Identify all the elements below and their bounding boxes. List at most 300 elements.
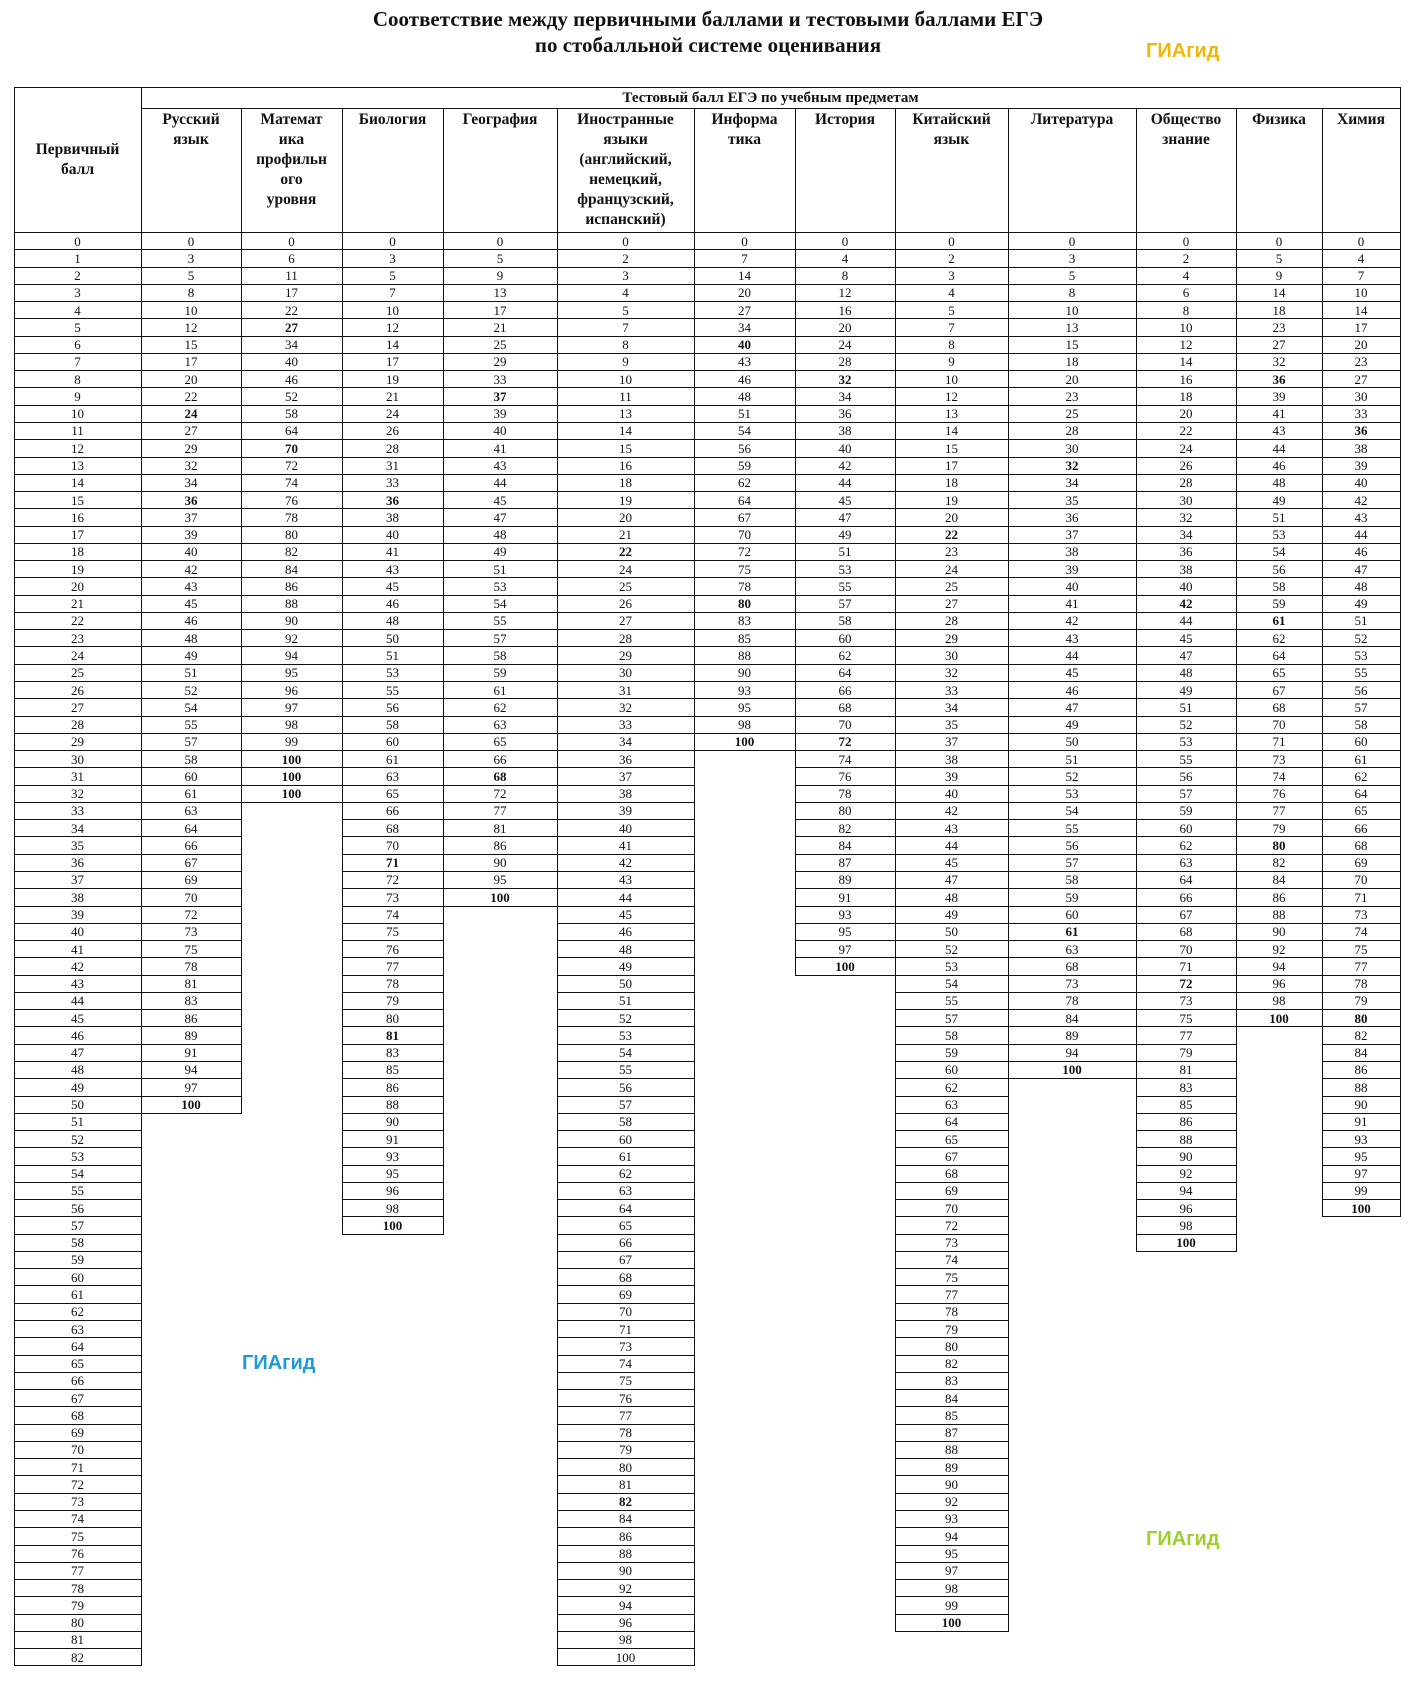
test-score-cell: 88 bbox=[945, 1442, 958, 1458]
primary-score-cell: 78 bbox=[71, 1580, 84, 1596]
test-score-cell: 75 bbox=[945, 1269, 958, 1285]
test-score-cell: 47 bbox=[945, 872, 958, 888]
test-score-cell: 90 bbox=[945, 1476, 958, 1492]
test-score-cell: 72 bbox=[738, 544, 751, 560]
test-score-cell: 46 bbox=[619, 924, 632, 940]
test-score-cell: 50 bbox=[1065, 734, 1079, 750]
test-score-cell: 24 bbox=[838, 337, 852, 353]
test-score-cell: 40 bbox=[738, 337, 751, 353]
test-score-cell: 85 bbox=[386, 1062, 399, 1078]
test-score-cell: 98 bbox=[386, 1200, 399, 1216]
test-score-cell: 8 bbox=[1182, 302, 1190, 318]
test-score-cell: 88 bbox=[738, 647, 751, 663]
test-score-cell: 20 bbox=[1179, 406, 1193, 422]
test-score-cell: 45 bbox=[1065, 665, 1079, 681]
test-score-cell: 68 bbox=[1179, 924, 1193, 940]
test-score-cell: 66 bbox=[386, 803, 399, 819]
subject-header: Математ ика профильн ого уровня bbox=[256, 111, 327, 208]
test-score-cell: 86 bbox=[1179, 1114, 1193, 1130]
group-header-border bbox=[141, 108, 1401, 109]
test-score-cell: 71 bbox=[1354, 889, 1368, 905]
test-score-cell: 36 bbox=[838, 406, 852, 422]
test-score-cell: 30 bbox=[945, 647, 958, 663]
test-score-cell: 48 bbox=[1272, 475, 1286, 491]
test-score-cell: 90 bbox=[493, 855, 507, 871]
test-score-cell: 95 bbox=[386, 1166, 399, 1182]
test-score-cell: 29 bbox=[184, 440, 198, 456]
primary-score-cell: 33 bbox=[71, 803, 84, 819]
primary-score-cell: 34 bbox=[71, 820, 84, 836]
row-border bbox=[1008, 1078, 1137, 1079]
test-score-cell: 48 bbox=[619, 941, 632, 957]
test-score-cell: 77 bbox=[619, 1407, 632, 1423]
test-score-cell: 58 bbox=[285, 406, 298, 422]
primary-score-cell: 75 bbox=[71, 1528, 84, 1544]
test-score-cell: 65 bbox=[493, 734, 507, 750]
test-score-cell: 47 bbox=[838, 509, 852, 525]
test-score-cell: 78 bbox=[386, 976, 399, 992]
test-score-cell: 34 bbox=[1179, 527, 1193, 543]
test-score-cell: 39 bbox=[1065, 561, 1079, 577]
test-score-cell: 58 bbox=[386, 717, 399, 733]
test-score-cell: 49 bbox=[1179, 682, 1193, 698]
test-score-cell: 40 bbox=[493, 423, 507, 439]
test-score-cell: 61 bbox=[1065, 924, 1079, 940]
test-score-cell: 100 bbox=[1269, 1010, 1289, 1026]
primary-score-cell: 17 bbox=[71, 527, 84, 543]
test-score-cell: 7 bbox=[622, 319, 629, 335]
test-score-cell: 67 bbox=[1179, 907, 1193, 923]
test-score-cell: 49 bbox=[838, 527, 852, 543]
test-score-cell: 98 bbox=[1179, 1217, 1193, 1233]
test-score-cell: 83 bbox=[386, 1045, 399, 1061]
test-score-cell: 53 bbox=[386, 665, 399, 681]
test-score-cell: 75 bbox=[738, 561, 751, 577]
test-score-cell: 8 bbox=[187, 285, 195, 301]
test-score-cell: 26 bbox=[386, 423, 399, 439]
test-score-cell: 33 bbox=[1354, 406, 1368, 422]
test-score-cell: 47 bbox=[493, 509, 507, 525]
test-score-cell: 89 bbox=[945, 1459, 958, 1475]
test-score-cell: 79 bbox=[945, 1321, 958, 1337]
test-score-cell: 24 bbox=[184, 406, 198, 422]
table-top-border bbox=[14, 87, 1401, 88]
test-score-cell: 26 bbox=[1179, 458, 1193, 473]
test-score-cell: 41 bbox=[493, 440, 507, 456]
test-score-cell: 52 bbox=[945, 941, 958, 957]
test-score-cell: 36 bbox=[1065, 509, 1079, 525]
test-score-cell: 4 bbox=[1182, 268, 1190, 284]
test-score-cell: 94 bbox=[945, 1528, 958, 1544]
test-score-cell: 18 bbox=[619, 475, 632, 491]
test-score-cell: 36 bbox=[1354, 423, 1368, 439]
primary-score-cell: 15 bbox=[71, 492, 84, 508]
test-score-cell: 27 bbox=[738, 302, 751, 318]
test-score-cell: 63 bbox=[386, 768, 399, 784]
test-score-cell: 58 bbox=[945, 1027, 958, 1043]
test-score-cell: 80 bbox=[838, 803, 852, 819]
test-score-cell: 44 bbox=[1179, 613, 1193, 629]
test-score-cell: 10 bbox=[945, 371, 958, 387]
row-border bbox=[443, 906, 558, 907]
test-score-cell: 64 bbox=[1179, 872, 1193, 888]
row-border bbox=[1322, 1216, 1401, 1217]
test-score-cell: 64 bbox=[1272, 647, 1286, 663]
test-score-cell: 77 bbox=[945, 1286, 958, 1302]
test-score-cell: 32 bbox=[945, 665, 958, 681]
test-score-cell: 78 bbox=[1065, 993, 1079, 1009]
test-score-cell: 60 bbox=[184, 768, 198, 784]
test-score-cell: 39 bbox=[1354, 458, 1368, 473]
test-score-cell: 41 bbox=[619, 837, 632, 853]
test-score-cell: 28 bbox=[945, 613, 958, 629]
test-score-cell: 69 bbox=[945, 1183, 958, 1199]
header-right-border bbox=[1400, 87, 1401, 233]
test-score-cell: 70 bbox=[1179, 941, 1193, 957]
test-score-cell: 3 bbox=[389, 250, 396, 266]
test-score-cell: 53 bbox=[619, 1027, 632, 1043]
test-score-cell: 13 bbox=[493, 285, 507, 301]
test-score-cell: 86 bbox=[1354, 1062, 1368, 1078]
test-score-cell: 38 bbox=[1179, 561, 1193, 577]
primary-score-cell: 80 bbox=[71, 1615, 84, 1631]
test-score-cell: 80 bbox=[738, 596, 751, 612]
test-score-cell: 57 bbox=[945, 1010, 958, 1026]
primary-score-cell: 63 bbox=[71, 1321, 84, 1337]
test-score-cell: 99 bbox=[945, 1597, 958, 1613]
test-score-cell: 53 bbox=[945, 958, 958, 974]
test-score-cell: 0 bbox=[741, 233, 748, 249]
test-score-cell: 4 bbox=[948, 285, 955, 301]
test-score-cell: 56 bbox=[619, 1079, 632, 1095]
test-score-cell: 75 bbox=[184, 941, 198, 957]
test-score-cell: 12 bbox=[838, 285, 852, 301]
test-score-cell: 24 bbox=[945, 561, 958, 577]
test-score-cell: 24 bbox=[619, 561, 632, 577]
test-score-cell: 63 bbox=[619, 1183, 632, 1199]
test-score-cell: 58 bbox=[1272, 578, 1286, 594]
test-score-cell: 9 bbox=[1275, 268, 1283, 284]
test-score-cell: 74 bbox=[386, 907, 399, 923]
test-score-cell: 74 bbox=[945, 1252, 958, 1268]
test-score-cell: 70 bbox=[738, 527, 751, 543]
test-score-cell: 88 bbox=[1179, 1131, 1193, 1147]
test-score-cell: 2 bbox=[622, 250, 629, 266]
test-score-cell: 64 bbox=[738, 492, 751, 508]
test-score-cell: 28 bbox=[386, 440, 399, 456]
test-score-cell: 0 bbox=[1357, 233, 1365, 249]
test-score-cell: 66 bbox=[493, 751, 507, 767]
test-score-cell: 32 bbox=[1065, 458, 1079, 473]
test-score-cell: 56 bbox=[1179, 768, 1193, 784]
test-score-cell: 43 bbox=[945, 820, 958, 836]
test-score-cell: 68 bbox=[1354, 837, 1368, 853]
test-score-cell: 18 bbox=[1065, 354, 1079, 370]
test-score-cell: 34 bbox=[285, 337, 298, 353]
test-score-cell: 77 bbox=[1354, 958, 1368, 974]
primary-score-cell: 81 bbox=[71, 1632, 84, 1648]
test-score-cell: 61 bbox=[386, 751, 399, 767]
test-score-cell: 58 bbox=[619, 1114, 632, 1130]
test-score-cell: 62 bbox=[619, 1166, 632, 1182]
primary-score-cell: 43 bbox=[71, 976, 84, 992]
test-score-cell: 43 bbox=[1272, 423, 1286, 439]
primary-score-cell: 58 bbox=[71, 1235, 84, 1251]
test-score-cell: 37 bbox=[493, 388, 507, 404]
watermark-middle: ГИАгид bbox=[242, 1352, 316, 1374]
test-score-cell: 58 bbox=[1065, 872, 1079, 888]
test-score-cell: 84 bbox=[285, 561, 298, 577]
test-score-cell: 22 bbox=[285, 302, 298, 318]
test-score-cell: 72 bbox=[838, 734, 852, 750]
row-border bbox=[694, 750, 796, 751]
test-score-cell: 10 bbox=[1179, 319, 1193, 335]
test-score-cell: 32 bbox=[619, 699, 632, 715]
test-score-cell: 40 bbox=[1354, 475, 1368, 491]
test-score-cell: 65 bbox=[386, 786, 399, 802]
primary-score-cell: 64 bbox=[71, 1338, 84, 1354]
primary-score-cell: 6 bbox=[74, 337, 81, 353]
primary-score-cell: 66 bbox=[71, 1373, 84, 1389]
test-score-cell: 3 bbox=[187, 250, 195, 266]
header-primary-score: Первичный балл bbox=[35, 141, 120, 178]
test-score-cell: 100 bbox=[1176, 1235, 1196, 1251]
test-score-cell: 68 bbox=[1065, 958, 1079, 974]
test-score-cell: 97 bbox=[1354, 1166, 1368, 1182]
test-score-cell: 100 bbox=[281, 751, 302, 767]
test-score-cell: 51 bbox=[1272, 509, 1286, 525]
test-score-cell: 62 bbox=[1179, 837, 1193, 853]
test-score-cell: 96 bbox=[386, 1183, 399, 1199]
test-score-cell: 9 bbox=[948, 354, 955, 370]
test-score-cell: 60 bbox=[386, 734, 399, 750]
test-score-cell: 22 bbox=[1179, 423, 1193, 439]
title-line-2: по стобалльной системе оценивания bbox=[534, 33, 882, 57]
test-score-cell: 54 bbox=[184, 699, 198, 715]
test-score-cell: 79 bbox=[619, 1442, 632, 1458]
test-score-cell: 95 bbox=[838, 924, 852, 940]
primary-score-cell: 4 bbox=[74, 302, 81, 318]
test-score-cell: 81 bbox=[619, 1476, 632, 1492]
test-score-cell: 59 bbox=[493, 665, 507, 681]
test-score-cell: 51 bbox=[1065, 751, 1079, 767]
test-score-cell: 59 bbox=[945, 1045, 958, 1061]
test-score-cell: 25 bbox=[1065, 406, 1079, 422]
test-score-cell: 38 bbox=[619, 786, 632, 802]
test-score-cell: 11 bbox=[619, 388, 632, 404]
test-score-cell: 90 bbox=[285, 613, 298, 629]
test-score-cell: 59 bbox=[738, 458, 751, 473]
test-score-cell: 27 bbox=[1354, 371, 1368, 387]
test-score-cell: 55 bbox=[386, 682, 399, 698]
test-score-cell: 66 bbox=[838, 682, 852, 698]
test-score-cell: 70 bbox=[386, 837, 399, 853]
test-score-cell: 87 bbox=[838, 855, 852, 871]
subject-header: Биология bbox=[358, 111, 427, 128]
test-score-cell: 60 bbox=[945, 1062, 958, 1078]
test-score-cell: 0 bbox=[389, 233, 396, 249]
test-score-cell: 41 bbox=[1065, 596, 1079, 612]
primary-score-cell: 25 bbox=[71, 665, 84, 681]
test-score-cell: 17 bbox=[945, 458, 958, 473]
primary-score-cell: 82 bbox=[71, 1649, 84, 1665]
test-score-cell: 35 bbox=[1065, 492, 1079, 508]
test-score-cell: 76 bbox=[285, 492, 298, 508]
test-score-cell: 25 bbox=[493, 337, 507, 353]
test-score-cell: 52 bbox=[619, 1010, 632, 1026]
test-score-cell: 50 bbox=[619, 976, 632, 992]
test-score-cell: 84 bbox=[945, 1390, 958, 1406]
test-score-cell: 78 bbox=[945, 1304, 958, 1320]
test-score-cell: 95 bbox=[285, 665, 298, 681]
subject-header: Иностранные языки (английский, немецкий, французский, испанский) bbox=[577, 111, 674, 228]
test-score-cell: 71 bbox=[619, 1321, 632, 1337]
test-score-cell: 23 bbox=[1065, 388, 1079, 404]
test-score-cell: 45 bbox=[184, 596, 198, 612]
test-score-cell: 46 bbox=[386, 596, 399, 612]
primary-score-cell: 71 bbox=[71, 1459, 84, 1475]
test-score-cell: 92 bbox=[1179, 1166, 1193, 1182]
test-score-cell: 65 bbox=[619, 1217, 632, 1233]
test-score-cell: 82 bbox=[838, 820, 852, 836]
test-score-cell: 46 bbox=[285, 371, 298, 387]
test-score-cell: 54 bbox=[619, 1045, 632, 1061]
test-score-cell: 37 bbox=[945, 734, 958, 750]
test-score-cell: 93 bbox=[945, 1511, 958, 1527]
test-score-cell: 33 bbox=[619, 717, 632, 733]
test-score-cell: 55 bbox=[184, 717, 198, 733]
test-score-cell: 78 bbox=[285, 509, 298, 525]
primary-score-cell: 59 bbox=[71, 1252, 84, 1268]
test-score-cell: 95 bbox=[945, 1546, 958, 1562]
test-score-cell: 34 bbox=[945, 699, 958, 715]
test-score-cell: 100 bbox=[615, 1649, 636, 1665]
test-score-cell: 12 bbox=[1179, 337, 1193, 353]
test-score-cell: 93 bbox=[838, 907, 852, 923]
test-score-cell: 51 bbox=[838, 544, 852, 560]
test-score-cell: 53 bbox=[1179, 734, 1193, 750]
test-score-cell: 78 bbox=[184, 958, 198, 974]
test-score-cell: 49 bbox=[184, 647, 198, 663]
test-score-cell: 39 bbox=[493, 406, 507, 422]
test-score-cell: 92 bbox=[619, 1580, 632, 1596]
test-score-cell: 39 bbox=[184, 527, 198, 543]
primary-score-cell: 51 bbox=[71, 1114, 84, 1130]
test-score-cell: 38 bbox=[386, 509, 399, 525]
test-score-cell: 84 bbox=[1354, 1045, 1368, 1061]
test-score-cell: 80 bbox=[1272, 837, 1286, 853]
test-score-cell: 67 bbox=[738, 509, 751, 525]
primary-score-cell: 69 bbox=[71, 1425, 84, 1441]
test-score-cell: 59 bbox=[1065, 889, 1079, 905]
test-score-cell: 61 bbox=[493, 682, 507, 698]
test-score-cell: 18 bbox=[945, 475, 958, 491]
test-score-cell: 8 bbox=[1068, 285, 1076, 301]
primary-score-cell: 2 bbox=[74, 268, 81, 284]
test-score-cell: 33 bbox=[945, 682, 958, 698]
test-score-cell: 59 bbox=[1272, 596, 1286, 612]
test-score-cell: 32 bbox=[1179, 509, 1193, 525]
test-score-cell: 42 bbox=[1354, 492, 1368, 508]
test-score-cell: 23 bbox=[1272, 319, 1286, 335]
test-score-cell: 32 bbox=[838, 371, 852, 387]
test-score-cell: 88 bbox=[386, 1097, 399, 1112]
test-score-cell: 47 bbox=[1179, 647, 1193, 663]
primary-score-cell: 41 bbox=[71, 941, 84, 957]
test-score-cell: 83 bbox=[1179, 1079, 1193, 1095]
test-score-cell: 69 bbox=[184, 872, 198, 888]
row-border bbox=[795, 975, 896, 976]
test-score-cell: 72 bbox=[493, 786, 507, 802]
test-score-cell: 51 bbox=[738, 406, 751, 422]
test-score-cell: 61 bbox=[1354, 751, 1368, 767]
test-score-cell: 57 bbox=[1065, 855, 1079, 871]
test-score-cell: 93 bbox=[1354, 1131, 1368, 1147]
test-score-cell: 20 bbox=[945, 509, 958, 525]
test-score-cell: 42 bbox=[945, 803, 958, 819]
test-score-cell: 55 bbox=[838, 578, 852, 594]
test-score-cell: 2 bbox=[1182, 250, 1190, 266]
test-score-cell: 5 bbox=[496, 250, 504, 266]
test-score-cell: 68 bbox=[619, 1269, 632, 1285]
test-score-cell: 53 bbox=[1272, 527, 1286, 543]
test-score-cell: 64 bbox=[619, 1200, 632, 1216]
test-score-cell: 86 bbox=[619, 1528, 632, 1544]
test-score-cell: 17 bbox=[1354, 319, 1368, 335]
test-score-cell: 63 bbox=[184, 803, 198, 819]
test-score-cell: 33 bbox=[493, 371, 507, 387]
test-score-cell: 82 bbox=[619, 1494, 632, 1510]
test-score-cell: 7 bbox=[389, 285, 396, 301]
test-score-cell: 15 bbox=[945, 440, 958, 456]
test-score-cell: 37 bbox=[619, 768, 632, 784]
test-score-cell: 74 bbox=[1354, 924, 1368, 940]
test-score-cell: 50 bbox=[386, 630, 399, 646]
test-score-cell: 57 bbox=[619, 1097, 632, 1112]
test-score-cell: 53 bbox=[1354, 647, 1368, 663]
test-score-cell: 74 bbox=[619, 1356, 632, 1372]
test-score-cell: 38 bbox=[1065, 544, 1079, 560]
test-score-cell: 97 bbox=[184, 1079, 198, 1095]
test-score-cell: 48 bbox=[1179, 665, 1193, 681]
test-score-cell: 56 bbox=[1272, 561, 1286, 577]
test-score-cell: 62 bbox=[1272, 630, 1286, 646]
test-score-cell: 23 bbox=[1354, 354, 1368, 370]
primary-score-cell: 21 bbox=[71, 596, 84, 612]
test-score-cell: 43 bbox=[1354, 509, 1368, 525]
test-score-cell: 51 bbox=[184, 665, 198, 681]
subject-header: Физика bbox=[1252, 111, 1306, 128]
test-score-cell: 28 bbox=[1179, 475, 1193, 491]
test-score-cell: 74 bbox=[285, 475, 298, 491]
test-score-cell: 94 bbox=[1065, 1045, 1079, 1061]
primary-score-cell: 0 bbox=[74, 233, 81, 249]
test-score-cell: 72 bbox=[386, 872, 399, 888]
primary-score-cell: 74 bbox=[71, 1511, 84, 1527]
test-score-cell: 73 bbox=[1065, 976, 1079, 992]
subject-header: История bbox=[814, 111, 876, 128]
test-score-cell: 17 bbox=[493, 302, 507, 318]
row-border bbox=[895, 1631, 1009, 1632]
test-score-cell: 79 bbox=[1272, 820, 1286, 836]
test-score-cell: 44 bbox=[945, 837, 958, 853]
primary-score-cell: 55 bbox=[71, 1183, 84, 1199]
test-score-cell: 99 bbox=[285, 734, 298, 750]
test-score-cell: 40 bbox=[1179, 578, 1193, 594]
primary-score-cell: 57 bbox=[71, 1217, 84, 1233]
test-score-cell: 7 bbox=[741, 250, 748, 266]
header-divider bbox=[141, 87, 142, 233]
